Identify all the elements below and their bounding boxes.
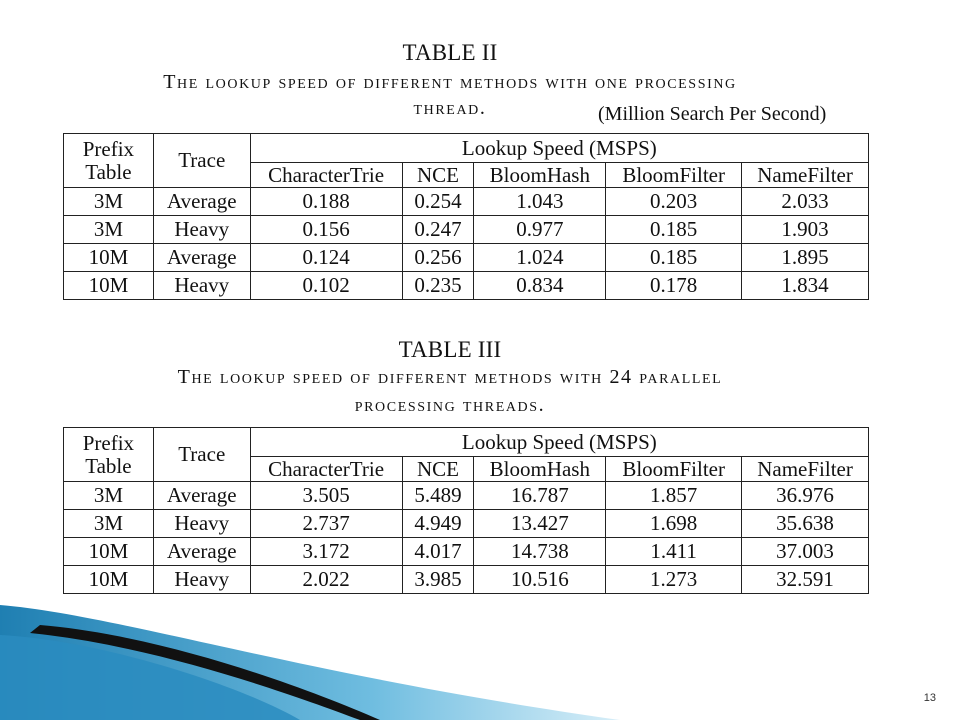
table3-title: TABLE III [398,337,502,362]
cell-value: 1.834 [742,272,869,300]
cell-prefix: 3M [64,216,154,244]
cell-prefix: 10M [64,272,154,300]
cell-trace: Average [153,244,250,272]
cell-prefix: 10M [64,538,154,566]
cell-value: 2.033 [742,188,869,216]
cell-value: 1.895 [742,244,869,272]
cell-value: 0.247 [402,216,474,244]
table2-caption-line2: thread. [413,97,487,119]
header-bloomfilter: BloomFilter [606,163,742,188]
table-row [64,510,869,538]
cell-trace: Average [153,482,250,510]
cell-value: 5.489 [402,482,474,510]
table2-title: TABLE II [402,40,498,65]
header-trace: Trace [153,134,250,188]
table-row [64,482,869,510]
cell-prefix: 10M [64,566,154,594]
page-number: 13 [923,692,936,704]
cell-prefix: 3M [64,510,154,538]
cell-trace: Heavy [153,216,250,244]
cell-value: 0.124 [250,244,402,272]
table-row [64,244,869,272]
cell-value: 14.738 [474,538,606,566]
table3-caption-line2: processing threads. [354,394,546,416]
cell-value: 0.834 [474,272,606,300]
cell-value: 3.172 [250,538,402,566]
cell-value: 0.185 [606,216,742,244]
cell-value: 1.273 [606,566,742,594]
table2-units-note: (Million Search Per Second) [598,103,827,125]
cell-value: 0.235 [402,272,474,300]
table-row [64,538,869,566]
table-row [64,272,869,300]
cell-value: 3.985 [402,566,474,594]
cell-value: 10.516 [474,566,606,594]
cell-value: 1.698 [606,510,742,538]
header-bloomhash: BloomHash [474,163,606,188]
cell-value: 1.043 [474,188,606,216]
cell-value: 0.156 [250,216,402,244]
cell-value: 3.505 [250,482,402,510]
cell-value: 0.977 [474,216,606,244]
header-trace: Trace [153,428,250,482]
header-charactertrie: CharacterTrie [250,163,402,188]
cell-value: 1.903 [742,216,869,244]
cell-value: 32.591 [742,566,869,594]
header-charactertrie: CharacterTrie [250,457,402,482]
cell-value: 36.976 [742,482,869,510]
cell-prefix: 3M [64,188,154,216]
table3-caption-line1: The lookup speed of different methods with 24 parallel [177,366,723,388]
cell-trace: Heavy [153,566,250,594]
cell-value: 1.857 [606,482,742,510]
header-lookup-speed: Lookup Speed (MSPS) [250,134,868,163]
cell-value: 4.017 [402,538,474,566]
cell-value: 0.256 [402,244,474,272]
header-namefilter: NameFilter [742,457,869,482]
cell-value: 0.254 [402,188,474,216]
cell-trace: Heavy [153,272,250,300]
cell-value: 4.949 [402,510,474,538]
cell-value: 0.188 [250,188,402,216]
table2 [63,133,869,300]
header-namefilter: NameFilter [742,163,869,188]
table-row [64,188,869,216]
cell-value: 2.737 [250,510,402,538]
slide-decoration [0,605,620,720]
header-bloomfilter: BloomFilter [606,457,742,482]
cell-value: 0.102 [250,272,402,300]
table2-caption-line1: The lookup speed of different methods with one processing [163,71,737,93]
cell-value: 13.427 [474,510,606,538]
cell-value: 0.185 [606,244,742,272]
header-bloomhash: BloomHash [474,457,606,482]
header-nce: NCE [402,457,474,482]
cell-value: 0.203 [606,188,742,216]
header-prefix-table: Prefix Table [64,134,154,188]
cell-trace: Average [153,188,250,216]
cell-value: 37.003 [742,538,869,566]
cell-value: 16.787 [474,482,606,510]
cell-value: 0.178 [606,272,742,300]
cell-value: 35.638 [742,510,869,538]
cell-value: 1.411 [606,538,742,566]
cell-trace: Heavy [153,510,250,538]
cell-value: 1.024 [474,244,606,272]
cell-prefix: 3M [64,482,154,510]
header-lookup-speed: Lookup Speed (MSPS) [250,428,868,457]
cell-value: 2.022 [250,566,402,594]
cell-prefix: 10M [64,244,154,272]
table-row [64,566,869,594]
header-nce: NCE [402,163,474,188]
table3 [63,427,869,594]
cell-trace: Average [153,538,250,566]
header-prefix-table: Prefix Table [64,428,154,482]
table-row [64,216,869,244]
